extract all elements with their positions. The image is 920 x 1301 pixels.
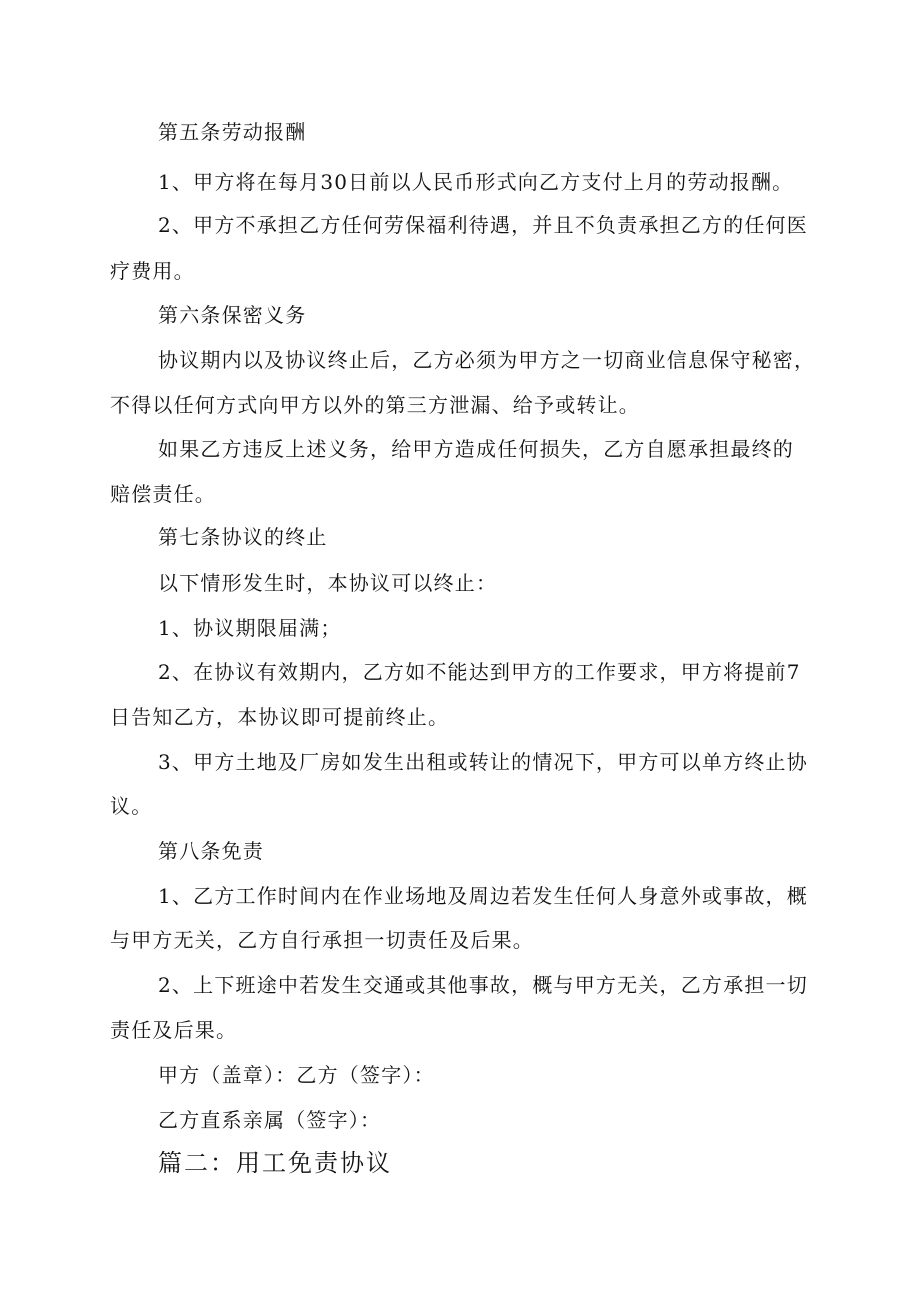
article-6-heading: 第六条保密义务 <box>158 303 307 327</box>
article-5-heading: 第五条劳动报酬 <box>158 120 307 144</box>
article-8-clause-2-line-2: 责任及后果。 <box>110 1018 238 1042</box>
article-7-clause-3-line-1: 3、甲方土地及厂房如发生出租或转让的情况下，甲方可以单方终止协 <box>158 750 808 774</box>
article-7-clause-2-line-2: 日告知乙方，本协议即可提前终止。 <box>110 705 450 729</box>
article-8-heading: 第八条免责 <box>158 839 264 863</box>
article-6-para-2-line-1: 如果乙方违反上述义务，给甲方造成任何损失，乙方自愿承担最终的 <box>158 437 794 461</box>
article-7-heading: 第七条协议的终止 <box>158 525 328 549</box>
signature-line-relative: 乙方直系亲属（签字）： <box>158 1108 382 1132</box>
signature-line-parties: 甲方（盖章）：乙方（签字）： <box>158 1063 435 1087</box>
article-6-para-1-line-1: 协议期内以及协议终止后，乙方必须为甲方之一切商业信息保守秘密， <box>158 348 816 372</box>
article-5-clause-2-line-1: 2、甲方不承担乙方任何劳保福利待遇，并且不负责承担乙方的任何医 <box>158 213 808 237</box>
article-5-clause-2-line-2: 疗费用。 <box>110 259 195 283</box>
article-7-intro: 以下情形发生时，本协议可以终止： <box>158 571 498 595</box>
section-heading: 篇二：用工免责协议 <box>158 1149 392 1177</box>
article-7-clause-1: 1、协议期限届满； <box>158 616 342 640</box>
article-8-clause-1-line-2: 与甲方无关，乙方自行承担一切责任及后果。 <box>110 928 534 952</box>
article-7-clause-3-line-2: 议。 <box>110 794 153 818</box>
article-8-clause-2-line-1: 2、上下班途中若发生交通或其他事故，概与甲方无关，乙方承担一切 <box>158 973 808 997</box>
article-6-para-2-line-2: 赔偿责任。 <box>110 482 216 506</box>
article-8-clause-1-line-1: 1、乙方工作时间内在作业场地及周边若发生任何人身意外或事故，概 <box>158 884 808 908</box>
article-5-clause-1: 1、甲方将在每月30日前以人民币形式向乙方支付上月的劳动报酬。 <box>158 170 794 194</box>
article-7-clause-2-line-1: 2、在协议有效期内，乙方如不能达到甲方的工作要求，甲方将提前7 <box>158 660 801 684</box>
article-6-para-1-line-2: 不得以任何方式向甲方以外的第三方泄漏、给予或转让。 <box>110 393 640 417</box>
